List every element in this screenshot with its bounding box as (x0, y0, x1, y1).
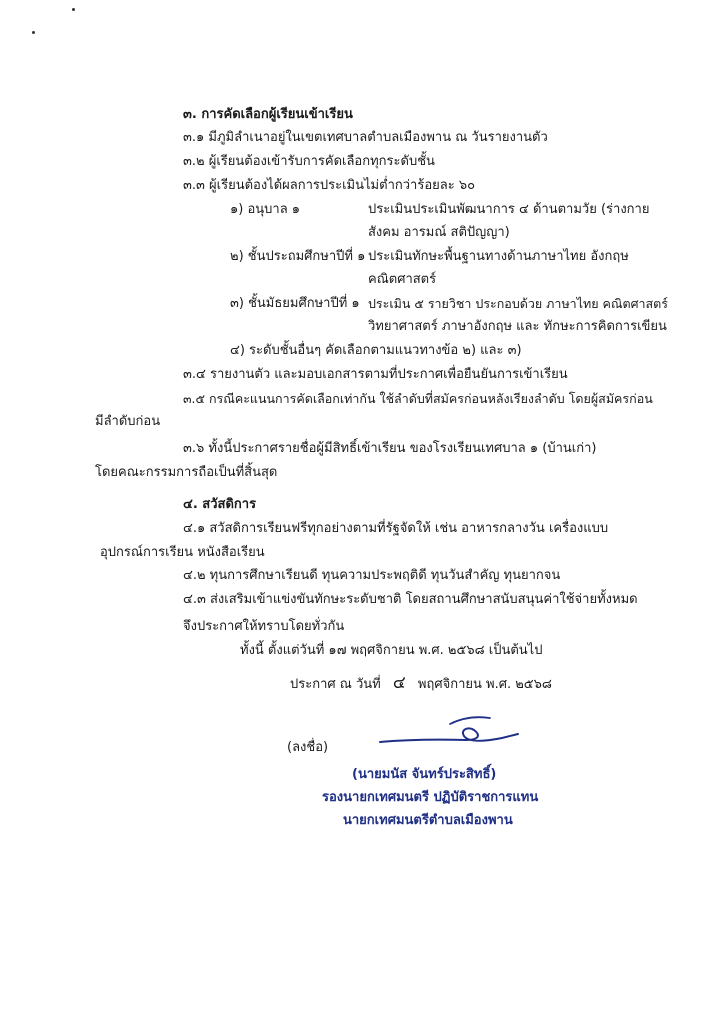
section4-heading: ๔. สวัสดิการ (183, 497, 257, 512)
sub-item-desc: สังคม อารมณ์ สติปัญญา) (368, 225, 510, 240)
signer-position: นายกเทศมนตรีตำบลเมืองพาน (343, 813, 513, 828)
item-3-3: ๓.๓ ผู้เรียนต้องได้ผลการประเมินไม่ต่ำกว่าร้อยละ ๖๐ (183, 178, 476, 193)
signer-name: (นายมนัส จันทร์ประสิทธิ์) (352, 767, 497, 782)
sub-item-desc: ประเมินทักษะพื้นฐานทางด้านภาษาไทย อังกฤษ (368, 249, 629, 264)
item-3-2: ๓.๒ ผู้เรียนต้องเข้ารับการคัดเลือกทุกระดับชั้น (183, 154, 435, 169)
sub-item-label: ๒) ชั้นประถมศึกษาปีที่ ๑ (230, 249, 366, 264)
item-3-1: ๓.๑ มีภูมิลำเนาอยู่ในเขตเทศบาลตำบลเมืองพาน ณ วันรายงานตัว (183, 130, 548, 145)
sub-item-desc: คณิตศาสตร์ (368, 272, 437, 287)
announce-text: จึงประกาศให้ทราบโดยทั่วกัน (183, 619, 345, 634)
item-3-6: ๓.๖ ทั้งนี้ประกาศรายชื่อผู้มีสิทธิ์เข้าเรียน ของโรงเรียนเทศบาล ๑ (บ้านเก่า) (183, 441, 597, 456)
scan-dot (32, 31, 35, 34)
item-3-6-cont: โดยคณะกรรมการถือเป็นที่สิ้นสุด (95, 465, 278, 480)
signature-scribble (372, 710, 522, 754)
item-3-5: ๓.๕ กรณีคะแนนการคัดเลือกเท่ากัน ใช้ลำดับที่สมัครก่อนหลังเรียงลำดับ โดยผู้สมัครก่อน (183, 391, 653, 406)
dated-day: ๔ (392, 673, 406, 693)
dated-line (290, 675, 552, 693)
sub-item-label: ๓) ชั้นมัธยมศึกษาปีที่ ๑ (230, 296, 360, 311)
effective-date: ทั้งนี้ ตั้งแต่วันที่ ๑๗ พฤศจิกายน พ.ศ. ๒๕๖๘ เป็นต้นไป (240, 643, 543, 658)
item-4-3: ๔.๓ ส่งเสริมเข้าแข่งขันทักษะระดับชาติ โดยสถานศึกษาสนับสนุนค่าใช้จ่ายทั้งหมด (183, 592, 638, 607)
item-4-1: ๔.๑ สวัสดิการเรียนฟรีทุกอย่างตามที่รัฐจัดให้ เช่น อาหารกลางวัน เครื่องแบบ (183, 521, 609, 536)
dated-suffix: พฤศจิกายน พ.ศ. ๒๕๖๘ (417, 677, 552, 692)
item-3-4: ๓.๔ รายงานตัว และมอบเอกสารตามที่ประกาศเพื่อยืนยันการเข้าเรียน (183, 367, 568, 382)
item-4-2: ๔.๒ ทุนการศึกษาเรียนดี ทุนความประพฤติดี ทุนวันสำคัญ ทุนยากจน (183, 568, 561, 583)
sub-item-desc: ประเมินประเมินพัฒนาการ ๔ ด้านตามวัย (ร่างกาย (368, 202, 650, 217)
dated-prefix: ประกาศ ณ วันที่ (290, 677, 381, 692)
sub-item-desc: วิทยาศาสตร์ ภาษาอังกฤษ และ ทักษะการคิดการเขียน (368, 319, 667, 334)
signer-position: รองนายกเทศมนตรี ปฏิบัติราชการแทน (322, 790, 539, 805)
sub-item-desc: ประเมิน ๕ รายวิชา ประกอบด้วย ภาษาไทย คณิตศาสตร์ (368, 296, 669, 311)
item-3-5-cont: มีลำดับก่อน (95, 414, 161, 429)
sign-label: (ลงชื่อ) (287, 740, 329, 755)
sub-item-label: ๑) อนุบาล ๑ (230, 202, 301, 217)
sub-item-label: ๔) ระดับชั้นอื่นๆ คัดเลือกตามแนวทางข้อ ๒) และ ๓) (230, 343, 522, 358)
item-4-1-cont: อุปกรณ์การเรียน หนังสือเรียน (100, 545, 265, 560)
scan-dot (72, 8, 75, 11)
section3-heading: ๓. การคัดเลือกผู้เรียนเข้าเรียน (183, 107, 353, 122)
